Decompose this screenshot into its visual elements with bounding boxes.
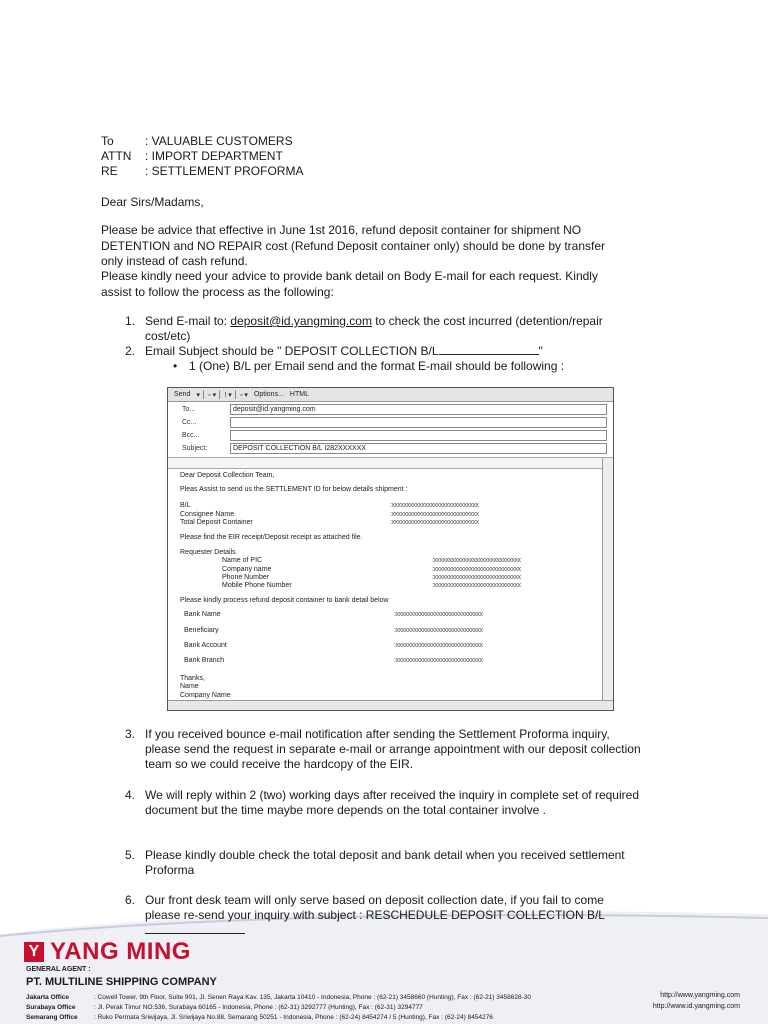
item-number: 6.	[125, 893, 136, 907]
dots: :xxxxxxxxxxxxxxxxxxxxxxxxxxxxx	[394, 626, 483, 634]
eir-note: Please find the EIR receipt/Deposit receipt as attached file.	[180, 534, 363, 542]
item-number: 4.	[125, 788, 136, 802]
office-list	[26, 993, 531, 1023]
send-button: Send	[174, 391, 191, 398]
bcc-label: Bcc...	[182, 431, 200, 439]
office-name: Surabaya Office	[26, 1004, 76, 1011]
to-label: To...	[182, 405, 196, 413]
list-item	[101, 788, 641, 818]
to-key: To	[101, 134, 114, 148]
bullet-dot-icon: •	[173, 359, 178, 373]
greeting: Dear Deposit Collection Team,	[180, 472, 275, 479]
bullet-item	[173, 359, 564, 373]
url-indonesia[interactable]: http://www.id.yangming.com	[652, 1003, 740, 1010]
dots: :xxxxxxxxxxxxxxxxxxxxxxxxxxxxx	[394, 641, 483, 649]
status-bar	[168, 700, 613, 710]
bank-branch-label: Bank Branch	[184, 657, 225, 665]
subject-label: Subject:	[182, 444, 208, 452]
requester-heading: Requester Details	[180, 549, 236, 557]
dots: :xxxxxxxxxxxxxxxxxxxxxxxxxxxxx	[390, 510, 479, 518]
dots: :xxxxxxxxxxxxxxxxxxxxxxxxxxxxx	[432, 557, 521, 565]
re-value: : SETTLEMENT PROFORMA	[145, 164, 304, 178]
bcc-field	[230, 430, 607, 441]
item-number: 1.	[125, 314, 136, 328]
url-global[interactable]: http://www.yangming.com	[660, 992, 740, 999]
letter-header	[101, 134, 303, 179]
dots: :xxxxxxxxxxxxxxxxxxxxxxxxxxxxx	[432, 565, 521, 573]
list-item	[101, 344, 641, 359]
item-number: 3.	[125, 727, 136, 741]
cc-label: Cc...	[182, 418, 197, 426]
office-name: Semarang Office	[26, 1014, 78, 1021]
item-text: to check the cost incurred (detention/repair cost/etc)	[145, 314, 603, 343]
dots: :xxxxxxxxxxxxxxxxxxxxxxxxxxxxx	[390, 518, 479, 526]
mobile-label: Mobile Phone Number	[222, 582, 292, 590]
email-body	[180, 472, 593, 700]
consignee-label: Consignee Name	[180, 510, 235, 518]
item-text: If you received bounce e-mail notification after sending the Settlement Proforma inquiry, please send the request in separate e-mail or arrange appointment with our deposit collection team so we could receive the hardcopy of the EIR.	[145, 727, 641, 771]
item-text: "	[538, 344, 543, 358]
item-text: We will reply within 2 (two) working days after received the inquiry in complete set of required document but the time maybe more depends on the total container involve .	[145, 788, 639, 817]
dots: :xxxxxxxxxxxxxxxxxxxxxxxxxxxxx	[432, 582, 521, 590]
item-number: 5.	[125, 848, 136, 862]
list-item	[101, 893, 641, 938]
name: Name	[180, 683, 199, 691]
dots: :xxxxxxxxxxxxxxxxxxxxxxxxxxxxx	[394, 657, 483, 665]
intro: Pleas Assist to send us the SETTLEMENT ID for below details shipment :	[180, 486, 408, 494]
beneficiary-label: Beneficiary	[184, 626, 219, 634]
email-toolbar	[168, 388, 613, 402]
thanks: Thanks,	[180, 675, 205, 683]
subject-field: DEPOSIT COLLECTION B/L I282XXXXXX	[230, 443, 607, 454]
total-label: Total Deposit Container	[180, 518, 253, 526]
company-label: Company name	[222, 565, 272, 573]
to-row	[168, 403, 613, 415]
scrollbar	[602, 458, 613, 700]
toolbar-icons: ▾ │ ▫ ▾ │ ! ▾ │ ▫ ▾	[196, 391, 248, 399]
office-address: : Cowell Tower, 9th Floor, Suite 901, Jl. Senen Raya Kav. 135, Jakarta 10410 - Indonesia, Phone : (62-21) 3458660 (Hunting), Fax : (62-21) 3458628-30	[94, 994, 531, 1001]
dots: :xxxxxxxxxxxxxxxxxxxxxxxxxxxxx	[390, 502, 479, 510]
cc-row	[168, 416, 613, 428]
bank-name-label: Bank Name	[184, 611, 221, 619]
item-text: Email Subject should be " DEPOSIT COLLECTION B/L	[145, 344, 439, 358]
office-address: : Jl. Perak Timur NO.536, Surabaya 60165 - Indonesia, Phone : (62-31) 3292777 (Hunting), Fax : (62-31) 3294777	[94, 1004, 423, 1011]
salutation: Dear Sirs/Madams,	[101, 195, 204, 209]
to-value: : VALUABLE CUSTOMERS	[145, 134, 293, 148]
yang-ming-logo	[24, 938, 191, 966]
item-text: Send E-mail to:	[145, 314, 231, 328]
yang-ming-mark-icon: Y	[24, 942, 44, 962]
item-number: 2.	[125, 344, 136, 358]
pic-label: Name of PIC	[222, 557, 263, 565]
item-text: Our front desk team will only serve based on deposit collection date, if you fail to come please re-send your inquiry with subject : RESCHEDULE DEPOSIT COLLECTION B/L	[145, 893, 605, 922]
bl-label: B/L	[180, 502, 191, 510]
email-format-screenshot	[167, 387, 614, 711]
footer-urls	[653, 990, 740, 1012]
blank-line	[145, 923, 245, 934]
office-address: : Ruko Permata Sriwijaya, Jl. Sriwijaya No.88, Semarang 50251 - Indonesia, Phone : (62-24) 8454274 / 5 (Hunting), Fax : (62-24) 8454276	[94, 1014, 493, 1021]
paragraph-bank-detail: Please kindly need your advice to provide bank detail on Body E-mail for each request. Kindly assist to follow the process as the following:	[101, 269, 598, 299]
bank-account-label: Bank Account	[184, 641, 227, 649]
subject-row	[168, 442, 613, 454]
ruler	[168, 457, 613, 469]
phone-label: Phone Number	[222, 573, 270, 581]
options-button: Options...	[253, 391, 284, 398]
bullet-text: 1 (One) B/L per Email send and the format E-mail should be following :	[189, 359, 565, 373]
item-text: Please kindly double check the total deposit and bank detail when you received settlement Proforma	[145, 848, 625, 877]
re-key: RE	[101, 164, 118, 178]
attn-key: ATTN	[101, 149, 132, 163]
company-name: Company Name	[180, 691, 231, 699]
paragraph-effective-date: Please be advice that effective in June 1st 2016, refund deposit container for shipment NO DETENTION and NO REPAIR cost (Refund Deposit container only) should be done by transfer only instead of cash refund.	[101, 223, 606, 268]
format-select: HTML	[289, 391, 309, 398]
brand-name: YANG MING	[50, 938, 191, 965]
list-item	[101, 314, 641, 344]
refund-note: Please kindly process refund deposit container to bank detail below	[180, 597, 389, 605]
list-item	[101, 727, 641, 772]
attn-value: : IMPORT DEPARTMENT	[145, 149, 283, 163]
office-name: Jakarta Office	[26, 994, 69, 1001]
cc-field	[230, 417, 607, 428]
deposit-email-link[interactable]: deposit@id.yangming.com	[230, 314, 372, 328]
blank-line	[439, 344, 539, 355]
general-agent-label: GENERAL AGENT :	[26, 966, 91, 973]
dots: :xxxxxxxxxxxxxxxxxxxxxxxxxxxxx	[432, 573, 521, 581]
dots: :xxxxxxxxxxxxxxxxxxxxxxxxxxxxx	[394, 611, 483, 619]
agent-company: PT. MULTILINE SHIPPING COMPANY	[26, 976, 217, 988]
list-item	[101, 848, 641, 878]
bcc-row	[168, 429, 613, 441]
to-field: deposit@id.yangming.com	[230, 404, 607, 415]
